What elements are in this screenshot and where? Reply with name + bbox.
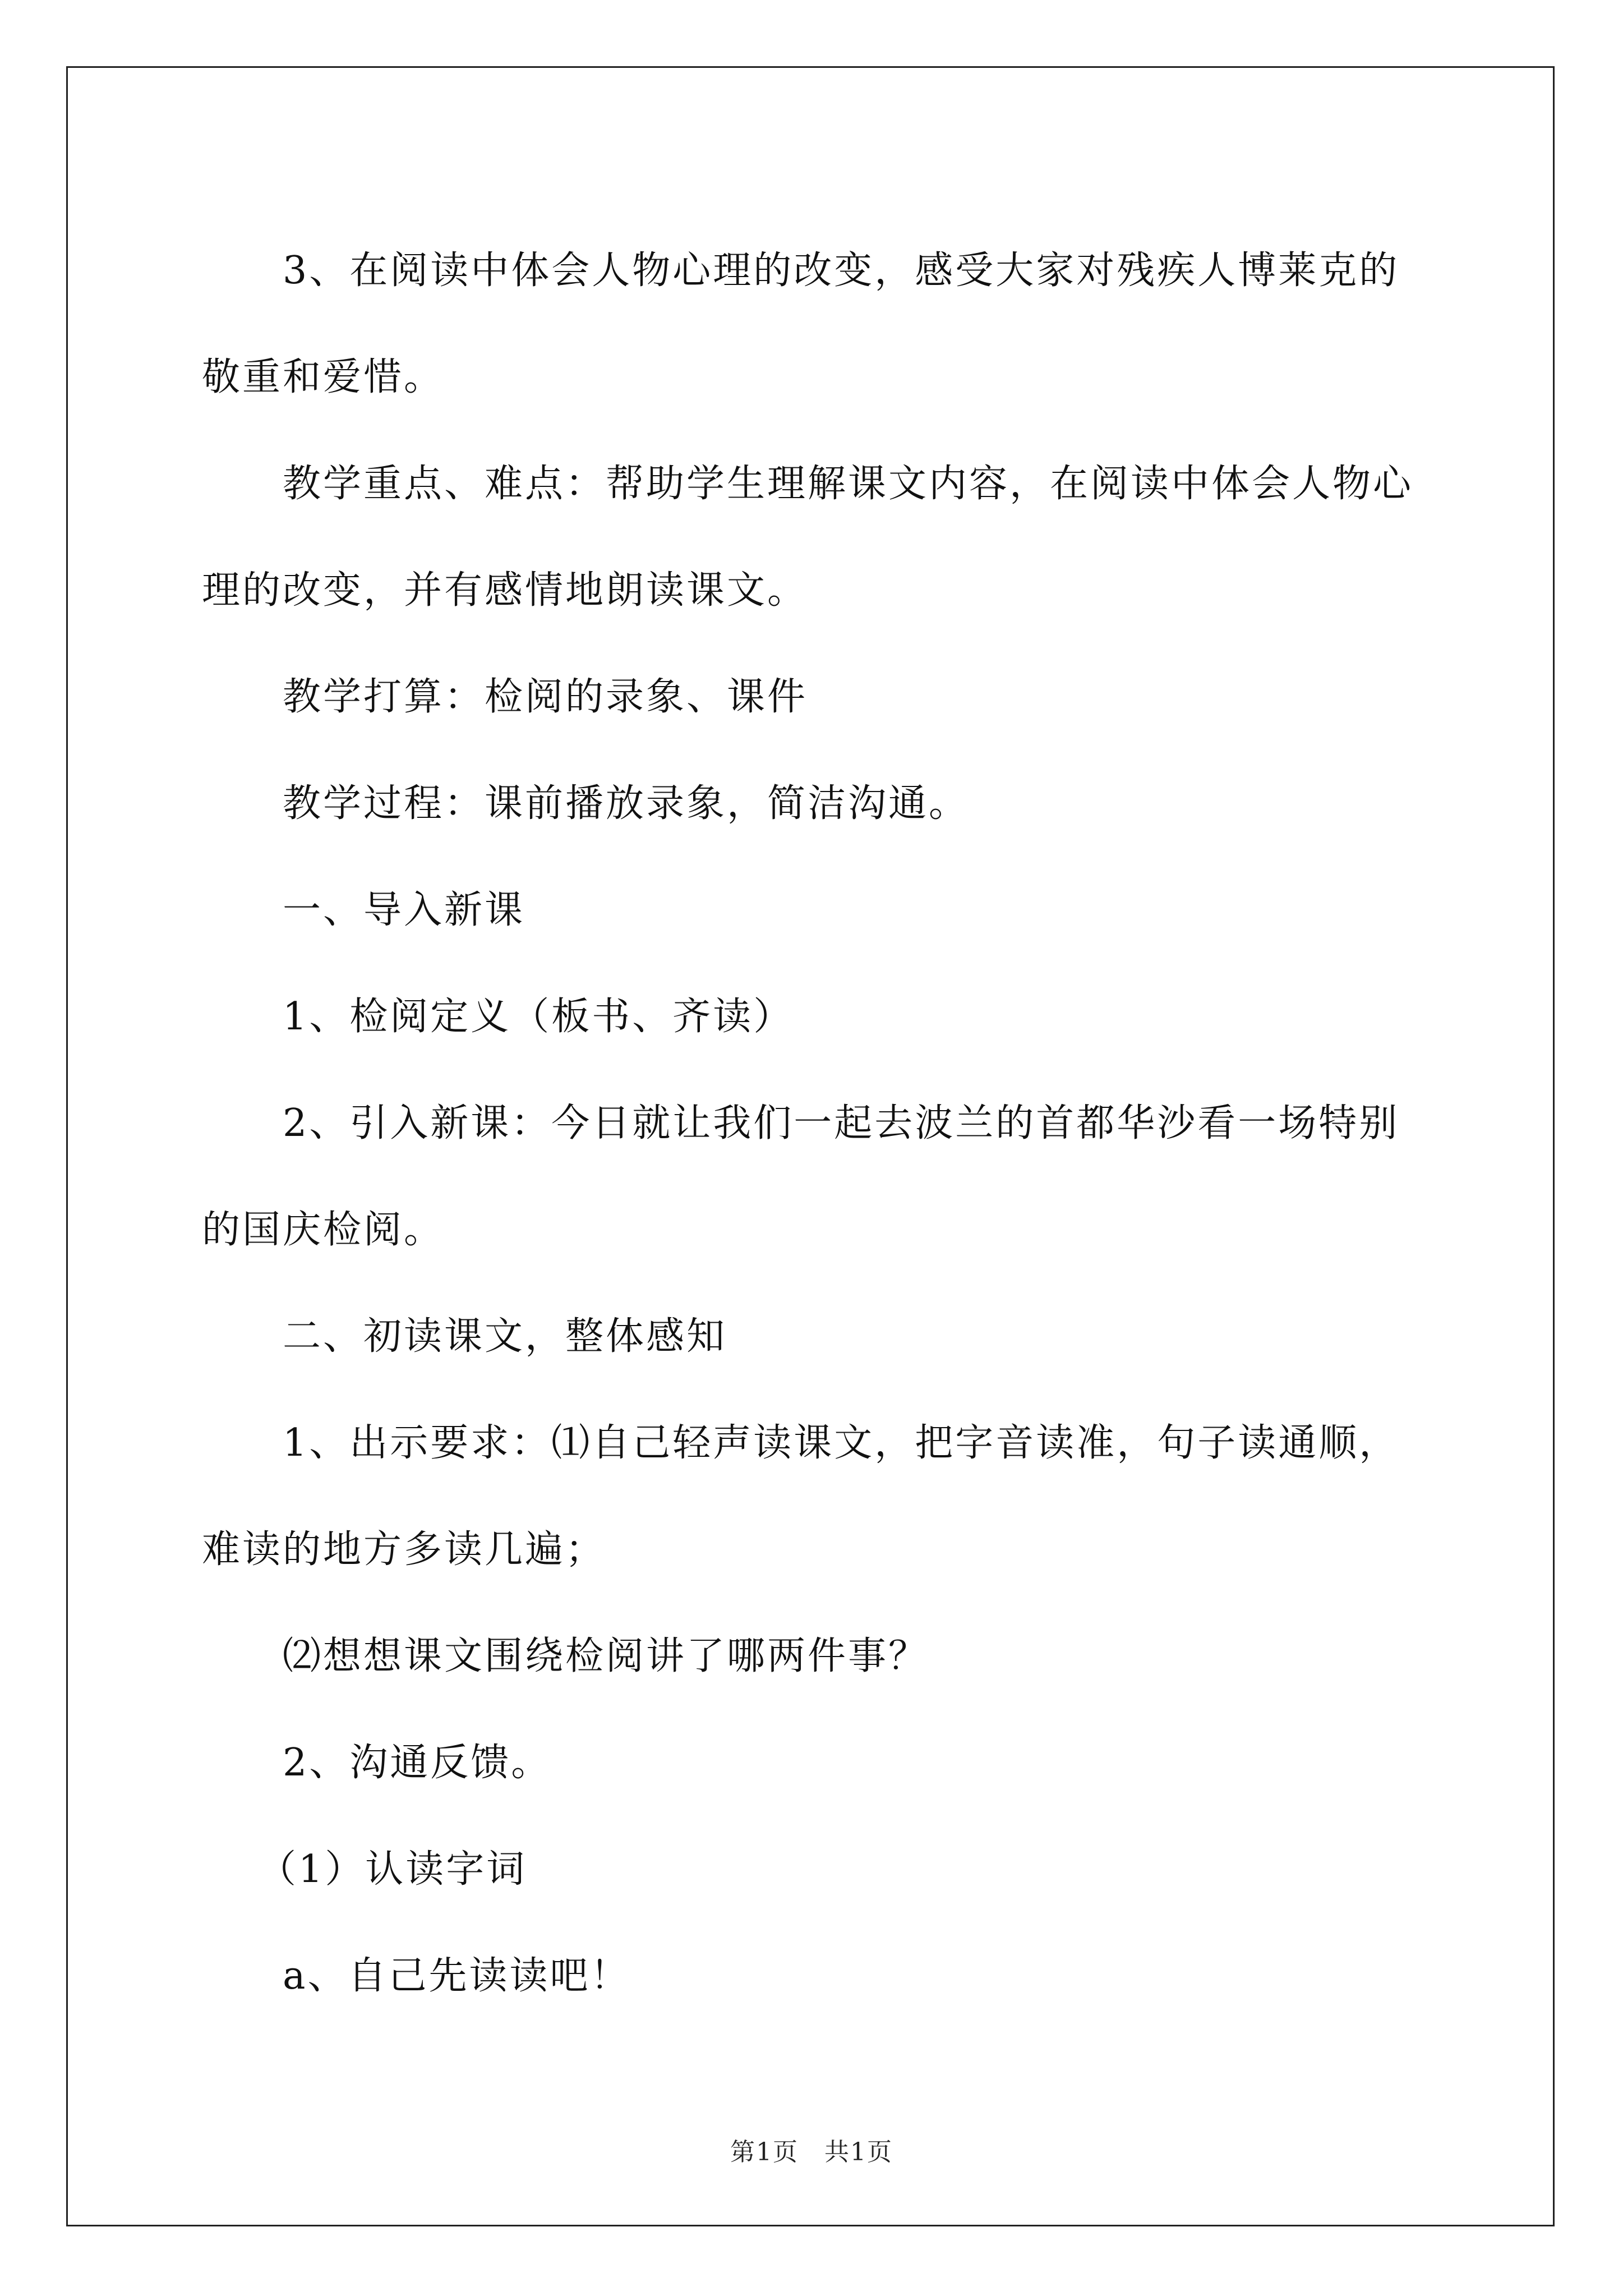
paragraph-question: ⑵想想课文围绕检阅讲了哪两件事？	[283, 1634, 929, 1678]
paragraph-process: 教学过程：课前播放录象，简洁沟通。	[283, 781, 970, 826]
paragraph-definition: 1、检阅定义（板书、齐读）	[283, 995, 794, 1039]
paragraph-word-reading: （1）认读字词	[258, 1847, 527, 1892]
paragraph-self-reading: a、自己先读读吧！	[283, 1954, 631, 1998]
paragraph-feedback: 2、沟通反馈。	[283, 1741, 552, 1785]
paragraph-requirements: 1、出示要求：⑴自己轻声读课文，把字音读准，句子读通顺，难读的地方多读几遍；	[202, 1421, 1400, 1572]
section-heading-first-reading: 二、初读课文，整体感知	[283, 1314, 727, 1359]
paragraph-objective-3: 3、在阅读中体会人物心理的改变，感受大家对残疾人博莱克的敬重和爱惜。	[202, 249, 1400, 399]
section-heading-intro: 一、导入新课	[283, 888, 525, 932]
paragraph-new-lesson: 2、引入新课：今日就让我们一起去波兰的首都华沙看一场特别的国庆检阅。	[202, 1101, 1400, 1252]
page-footer: 第1页 共1页	[730, 2138, 893, 2166]
document-body	[202, 218, 1436, 2030]
paragraph-preparation: 教学打算：检阅的录象、课件	[283, 675, 808, 719]
paragraph-key-points: 教学重点、难点：帮助学生理解课文内容，在阅读中体会人物心理的改变，并有感情地朗读课文。	[202, 462, 1414, 613]
